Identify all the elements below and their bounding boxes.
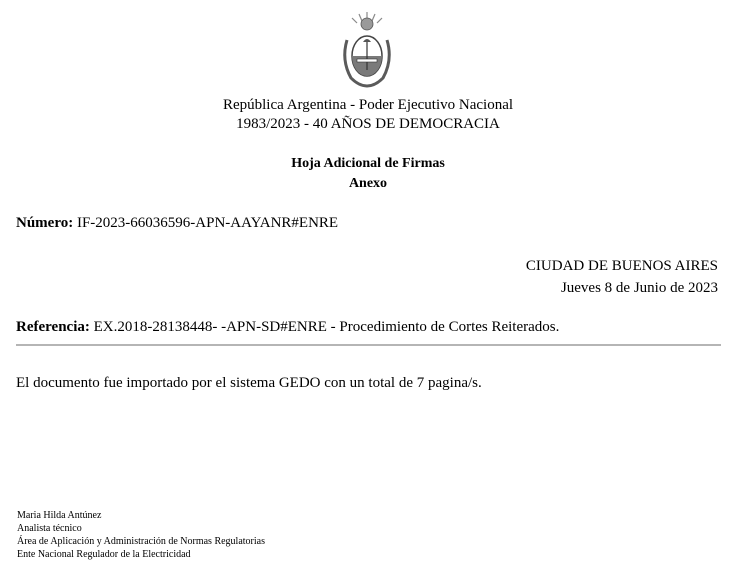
document-title: Hoja Adicional de Firmas <box>291 156 445 171</box>
referencia-value: EX.2018-28138448- -APN-SD#ENRE - Procedimiento de Cortes Reiterados. <box>93 319 560 335</box>
numero-row <box>16 214 338 232</box>
place-date: Jueves 8 de Junio de 2023 <box>560 280 718 296</box>
document-subtitle: Anexo <box>348 176 388 191</box>
numero-label: Número: <box>16 215 74 231</box>
referencia-label: Referencia: <box>16 319 90 335</box>
national-coat-of-arms-icon <box>337 10 397 90</box>
signer-entity: Ente Nacional Regulador de la Electricidad <box>17 549 191 560</box>
body-text: El documento fue importado por el sistema GEDO con un total de 7 pagina/s. <box>16 375 482 391</box>
numero-value: IF-2023-66036596-APN-AAYANR#ENRE <box>76 215 339 231</box>
header-title: República Argentina - Poder Ejecutivo Nacional <box>222 97 514 113</box>
header-subtitle: 1983/2023 - 40 AÑOS DE DEMOCRACIA <box>236 116 500 132</box>
signer-name: Maria Hilda Antúnez <box>17 510 102 521</box>
place-city: CIUDAD DE BUENOS AIRES <box>525 258 718 274</box>
signer-role: Analista técnico <box>17 523 82 534</box>
referencia-row <box>16 318 559 336</box>
section-divider <box>16 344 721 346</box>
signer-area: Área de Aplicación y Administración de Normas Regulatorias <box>17 536 265 547</box>
